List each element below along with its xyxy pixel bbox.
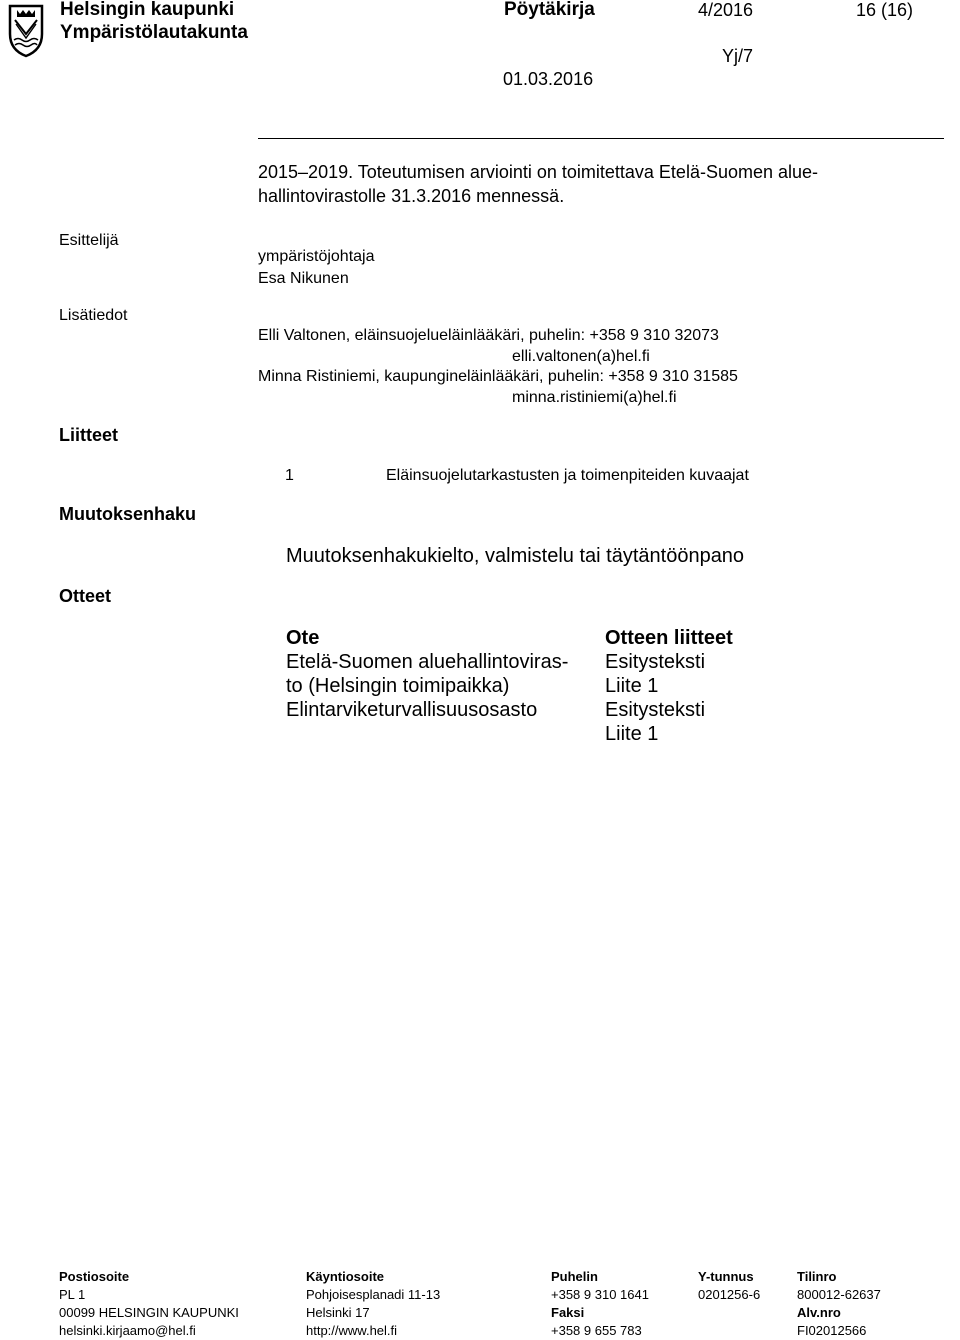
attachment-title: Eläinsuojelutarkastusten ja toimenpiteiden kuvaajat	[386, 467, 749, 484]
footer-business-id	[698, 1268, 760, 1304]
footer-phone	[551, 1268, 649, 1340]
footer-label: Käyntiosoite	[306, 1269, 385, 1284]
contact-1: Elli Valtonen, eläinsuojelueläinlääkäri, puhelin: +358 9 310 32073	[258, 327, 719, 344]
document-type: Pöytäkirja	[504, 0, 595, 20]
footer-value: Helsinki 17	[306, 1305, 370, 1320]
footer-value: PL 1	[59, 1287, 86, 1302]
footer-label: Y-tunnus	[698, 1269, 754, 1284]
footer-label: Tilinro	[797, 1269, 837, 1284]
footer-website: http://www.hel.fi	[306, 1323, 398, 1338]
page-number: 16 (16)	[856, 0, 914, 20]
meeting-date: 01.03.2016	[503, 69, 594, 89]
footer-value: 800012-62637	[797, 1287, 881, 1302]
footer-label: Alv.nro	[797, 1305, 841, 1320]
contact-2: Minna Ristiniemi, kaupungineläinlääkäri, puhelin: +358 9 310 31585	[258, 368, 738, 385]
extracts-label: Otteet	[59, 586, 112, 606]
footer-visiting-address	[306, 1268, 440, 1340]
footer-email: helsinki.kirjaamo@hel.fi	[59, 1323, 196, 1338]
footer-account	[797, 1268, 881, 1340]
footer-label: Postiosoite	[59, 1269, 130, 1284]
presenter-label: Esittelijä	[59, 232, 119, 249]
footer-label: Puhelin	[551, 1269, 598, 1284]
attachments-label: Liitteet	[59, 425, 119, 445]
extract-attachment-item: Esitysteksti	[605, 651, 706, 673]
appeal-label: Muutoksenhaku	[59, 504, 197, 524]
extract-attachment-item: Esitysteksti	[605, 699, 706, 721]
extract-attachment-item: Liite 1	[605, 675, 659, 697]
footer-value: +358 9 655 783	[551, 1323, 642, 1338]
extract-recipient-line-3: Elintarviketurvallisuusosasto	[286, 699, 538, 721]
extract-recipient-line-2: to (Helsingin toimipaikka)	[286, 675, 510, 697]
additional-info-label: Lisätiedot	[59, 307, 128, 324]
header-divider	[258, 138, 944, 139]
section-code: Yj/7	[722, 46, 754, 66]
extract-header: Ote	[286, 627, 320, 649]
helsinki-coat-of-arms-logo	[6, 4, 46, 58]
board-name: Ympäristölautakunta	[60, 22, 248, 43]
footer-value: FI02012566	[797, 1323, 867, 1338]
footer-value: Pohjoisesplanadi 11-13	[306, 1287, 441, 1302]
contact-2-email: minna.ristiniemi(a)hel.fi	[512, 389, 677, 406]
paragraph-line-2: hallintovirastolle 31.3.2016 mennessä.	[258, 186, 565, 206]
contact-1-email: elli.valtonen(a)hel.fi	[512, 348, 650, 365]
extract-attachment-item: Liite 1	[605, 723, 659, 745]
extract-recipient-line-1: Etelä-Suomen aluehallintoviras-	[286, 651, 569, 673]
appeal-text: Muutoksenhakukielto, valmistelu tai täytäntöönpano	[286, 545, 745, 567]
document-number: 4/2016	[698, 0, 754, 20]
extract-attachments-header: Otteen liitteet	[605, 627, 733, 649]
footer-value: 00099 HELSINGIN KAUPUNKI	[59, 1305, 239, 1320]
paragraph-line-1: 2015–2019. Toteutumisen arviointi on toimitettava Etelä-Suomen alue-	[258, 162, 819, 182]
footer-label: Faksi	[551, 1305, 585, 1320]
attachment-number: 1	[285, 467, 294, 484]
footer-value: +358 9 310 1641	[551, 1287, 649, 1302]
presenter-name: Esa Nikunen	[258, 270, 349, 287]
footer-postal-address	[59, 1268, 239, 1340]
presenter-title: ympäristöjohtaja	[258, 248, 375, 265]
footer-value: 0201256-6	[698, 1287, 761, 1302]
city-name: Helsingin kaupunki	[60, 0, 235, 20]
